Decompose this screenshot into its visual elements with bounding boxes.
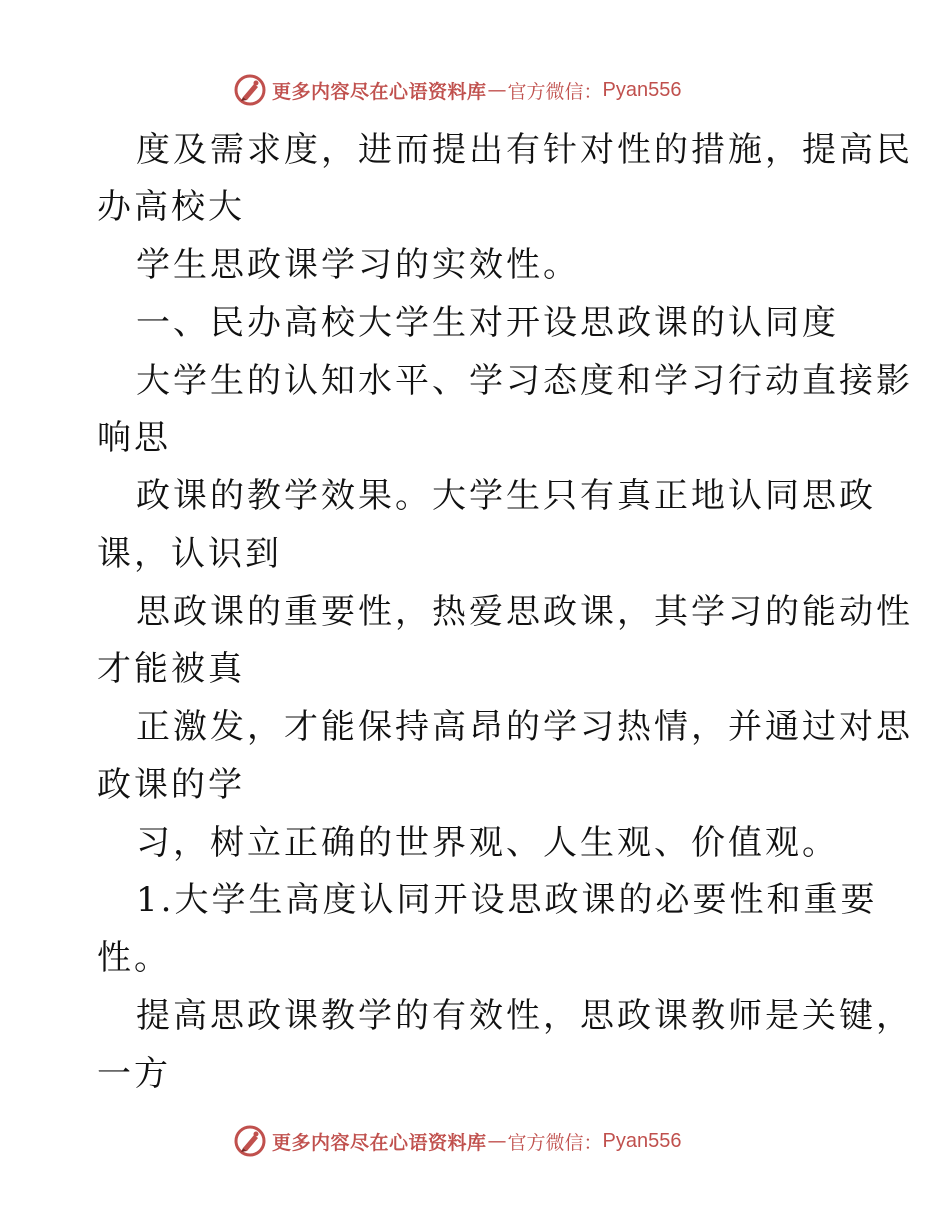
text-line: 政课的教学效果。大学生只有真正地认同思政 [136, 476, 876, 516]
text-line: 政课的学 [97, 765, 245, 805]
wechat-id: Pyan556 [602, 78, 682, 101]
text-line: 一方 [97, 1054, 171, 1094]
pen-logo-icon [234, 74, 266, 106]
banner-separator: — [487, 79, 507, 101]
text-line: 习，树立正确的世界观、人生观、价值观。 [136, 823, 839, 863]
text-line: 度及需求度，进而提出有针对性的措施，提高民 [136, 130, 913, 170]
banner-separator: — [487, 1130, 507, 1152]
text-line: 才能被真 [97, 649, 245, 689]
wechat-label: 官方微信： [507, 80, 603, 103]
text-line: 性。 [97, 938, 171, 978]
footer-banner[interactable] [234, 1124, 714, 1158]
text-line: 办高校大 [97, 187, 245, 227]
text-line: 提高思政课教学的有效性，思政课教师是关键， [136, 996, 913, 1036]
wechat-id: Pyan556 [602, 1129, 682, 1152]
text-line: 课，认识到 [97, 534, 282, 574]
pen-logo-icon [234, 1125, 266, 1157]
text-line: 大学生的认知水平、学习态度和学习行动直接影 [136, 361, 913, 401]
text-line: 思政课的重要性，热爱思政课，其学习的能动性 [136, 592, 913, 632]
promo-text: 更多内容尽在心语资料库 [272, 80, 487, 103]
text-line: 响思 [97, 418, 171, 458]
wechat-label: 官方微信： [507, 1131, 603, 1154]
section-heading: 一、民办高校大学生对开设思政课的认同度 [136, 303, 839, 343]
text-line: 学生思政课学习的实效性。 [136, 245, 580, 285]
text-line: 正激发，才能保持高昂的学习热情，并通过对思 [136, 707, 913, 747]
header-banner[interactable] [234, 73, 714, 107]
promo-text: 更多内容尽在心语资料库 [272, 1131, 487, 1154]
numbered-heading: 1.大学生高度认同开设思政课的必要性和重要 [136, 880, 878, 920]
